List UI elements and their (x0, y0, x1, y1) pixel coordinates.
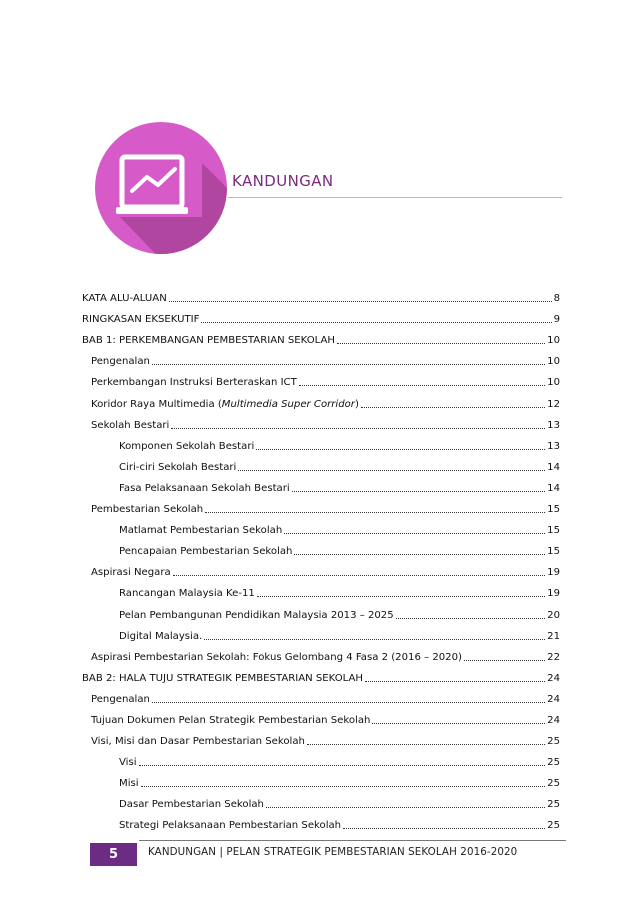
toc-entry-page: 10 (547, 377, 560, 389)
toc-entry[interactable] (82, 346, 560, 367)
toc-entry[interactable] (82, 768, 560, 789)
toc-dot-leader (343, 828, 545, 829)
page-title: KANDUNGAN (232, 172, 334, 190)
toc-dot-leader (173, 575, 545, 576)
toc-dot-leader (294, 554, 545, 555)
toc-entry[interactable] (82, 494, 560, 515)
toc-entry-page: 25 (547, 820, 560, 832)
toc-entry[interactable] (82, 578, 560, 599)
toc-entry-page: 15 (547, 504, 560, 516)
toc-dot-leader (307, 744, 545, 745)
toc-dot-leader (201, 322, 551, 323)
toc-entry[interactable] (82, 684, 560, 705)
toc-entry-page: 13 (547, 440, 560, 452)
page-number: 5 (90, 843, 137, 866)
toc-entry-title: Koridor Raya Multimedia (Multimedia Super Corridor) (91, 398, 359, 410)
toc-dot-leader (152, 364, 545, 365)
toc-entry[interactable] (82, 663, 560, 684)
toc-entry-page: 25 (547, 799, 560, 811)
toc-entry-title: Pelan Pembangunan Pendidikan Malaysia 2013 – 2025 (119, 609, 394, 621)
monitor-trend-icon (92, 119, 230, 257)
footer-divider (139, 840, 566, 841)
toc-entry-title: Fasa Pelaksanaan Sekolah Bestari (119, 482, 290, 494)
toc-entry[interactable] (82, 431, 560, 452)
toc-entry[interactable] (82, 367, 560, 388)
toc-dot-leader (337, 343, 545, 344)
toc-entry[interactable] (82, 747, 560, 768)
toc-entry-page: 22 (547, 651, 560, 663)
toc-entry-title: RINGKASAN EKSEKUTIF (82, 314, 200, 326)
toc-dot-leader (141, 786, 546, 787)
toc-dot-leader (266, 807, 545, 808)
toc-entry-title: Digital Malaysia. (119, 630, 203, 642)
toc-entry[interactable] (82, 325, 560, 346)
toc-entry-page: 19 (547, 567, 560, 579)
toc-entry-title: Perkembangan Instruksi Berteraskan ICT (91, 377, 297, 389)
toc-entry-page: 14 (547, 482, 560, 494)
toc-entry-page: 25 (547, 778, 560, 790)
toc-entry[interactable] (82, 536, 560, 557)
toc-entry-page: 10 (547, 335, 560, 347)
toc-entry[interactable] (82, 304, 560, 325)
toc-entry-page: 13 (547, 419, 560, 431)
toc-entry[interactable] (82, 642, 560, 663)
toc-dot-leader (169, 301, 552, 302)
toc-dot-leader (372, 723, 545, 724)
toc-dot-leader (299, 385, 545, 386)
toc-entry-page: 20 (547, 609, 560, 621)
toc-entry-page: 24 (547, 672, 560, 684)
toc-entry-title: Ciri-ciri Sekolah Bestari (119, 461, 237, 473)
toc-entry-title: Matlamat Pembestarian Sekolah (119, 525, 283, 537)
toc-entry-title: Pembestarian Sekolah (91, 504, 204, 516)
toc-entry[interactable] (82, 810, 560, 831)
toc-entry[interactable] (82, 410, 560, 431)
toc-entry[interactable] (82, 388, 560, 409)
toc-entry-page: 15 (547, 546, 560, 558)
toc-dot-leader (464, 660, 545, 661)
toc-entry-page: 14 (547, 461, 560, 473)
toc-entry-page: 25 (547, 736, 560, 748)
title-divider (228, 197, 562, 198)
toc-entry[interactable] (82, 515, 560, 536)
toc-entry-title: BAB 2: HALA TUJU STRATEGIK PEMBESTARIAN SEKOLAH (82, 672, 364, 684)
table-of-contents (82, 283, 560, 831)
toc-entry-page: 10 (547, 356, 560, 368)
toc-entry[interactable] (82, 452, 560, 473)
toc-entry-page: 9 (553, 314, 560, 326)
toc-dot-leader (361, 407, 545, 408)
toc-entry-title: Komponen Sekolah Bestari (119, 440, 255, 452)
toc-entry-title: Aspirasi Negara (91, 567, 171, 579)
toc-entry-page: 12 (547, 398, 560, 410)
toc-entry-page: 15 (547, 525, 560, 537)
toc-entry-title: Rancangan Malaysia Ke-11 (119, 588, 255, 600)
toc-entry-title: Pengenalan (91, 693, 150, 705)
toc-entry-title: Aspirasi Pembestarian Sekolah: Fokus Gelombang 4 Fasa 2 (2016 – 2020) (91, 651, 462, 663)
toc-entry-title: Pengenalan (91, 356, 150, 368)
toc-dot-leader (284, 533, 545, 534)
toc-dot-leader (292, 491, 545, 492)
toc-entry-title: Strategi Pelaksanaan Pembestarian Sekolah (119, 820, 342, 832)
toc-entry-title: Pencapaian Pembestarian Sekolah (119, 546, 293, 558)
toc-entry[interactable] (82, 283, 560, 304)
toc-entry-page: 24 (547, 693, 560, 705)
toc-dot-leader (204, 639, 545, 640)
toc-entry-title: Tujuan Dokumen Pelan Strategik Pembestarian Sekolah (91, 714, 371, 726)
toc-entry-title: Visi, Misi dan Dasar Pembestarian Sekolah (91, 736, 305, 748)
toc-entry-page: 24 (547, 714, 560, 726)
toc-entry[interactable] (82, 599, 560, 620)
toc-entry-page: 19 (547, 588, 560, 600)
toc-dot-leader (205, 512, 545, 513)
toc-dot-leader (152, 702, 545, 703)
toc-entry-page: 21 (547, 630, 560, 642)
toc-entry[interactable] (82, 789, 560, 810)
toc-entry-page: 8 (553, 293, 560, 305)
toc-entry-title: BAB 1: PERKEMBANGAN PEMBESTARIAN SEKOLAH (82, 335, 336, 347)
toc-entry[interactable] (82, 726, 560, 747)
toc-entry[interactable] (82, 705, 560, 726)
toc-dot-leader (139, 765, 546, 766)
toc-dot-leader (396, 618, 545, 619)
toc-dot-leader (256, 449, 545, 450)
toc-entry-title: Dasar Pembestarian Sekolah (119, 799, 264, 811)
toc-dot-leader (238, 470, 545, 471)
footer-running-title: KANDUNGAN | PELAN STRATEGIK PEMBESTARIAN SEKOLAH 2016-2020 (148, 846, 518, 858)
toc-entry[interactable] (82, 621, 560, 642)
toc-entry[interactable] (82, 473, 560, 494)
toc-dot-leader (257, 596, 545, 597)
toc-entry-page: 25 (547, 757, 560, 769)
toc-dot-leader (365, 681, 545, 682)
toc-entry-title: Misi (119, 778, 139, 790)
toc-dot-leader (171, 428, 545, 429)
toc-entry[interactable] (82, 557, 560, 578)
toc-entry-title: KATA ALU-ALUAN (82, 293, 167, 305)
toc-entry-title: Visi (119, 757, 137, 769)
toc-entry-title: Sekolah Bestari (91, 419, 170, 431)
